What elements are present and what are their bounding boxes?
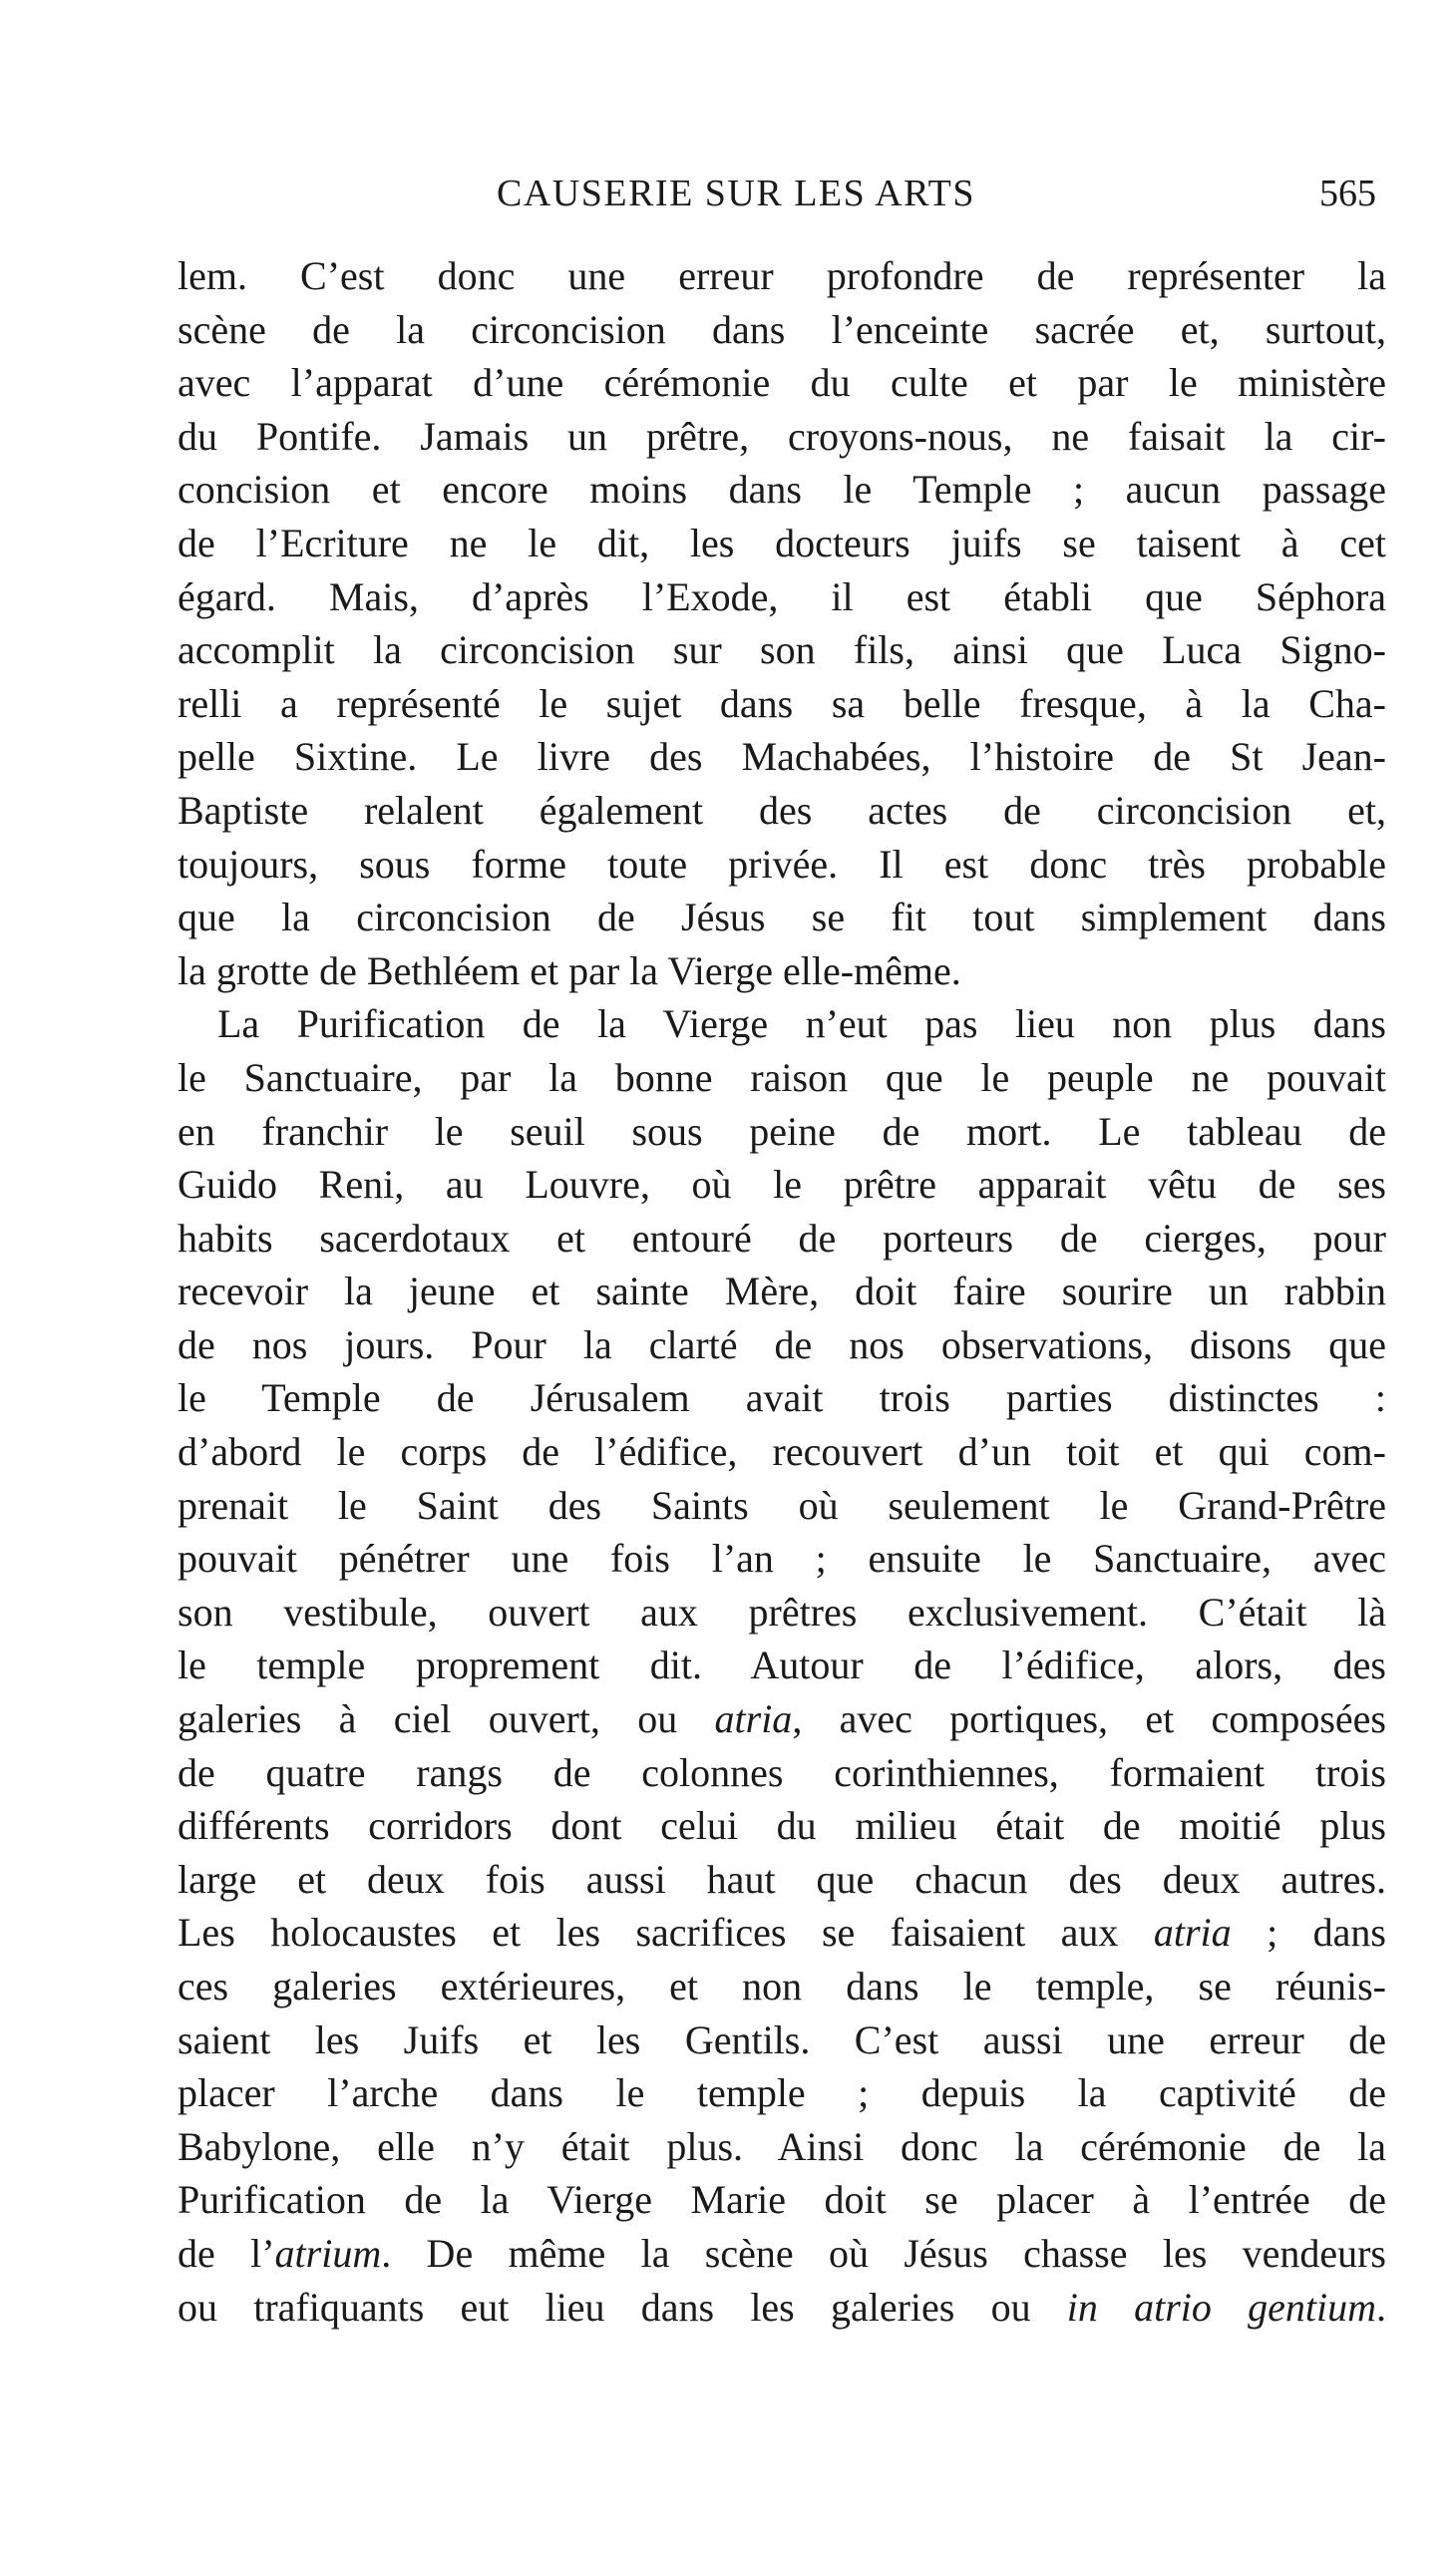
text-line: toujours, sous forme toute privée. Il est donc très probable <box>178 841 1386 887</box>
text-line: Les holocaustes et les sacrifices se faisaient aux atria ; dans <box>178 1910 1386 1956</box>
text-line: de l’Ecriture ne le dit, les docteurs juifs se taisent à cet <box>178 520 1386 565</box>
text-line: en franchir le seuil sous peine de mort. Le tableau de <box>178 1108 1386 1154</box>
text-line: de l’atrium. De même la scène où Jésus chasse les vendeurs <box>178 2230 1387 2276</box>
text-line: recevoir la jeune et sainte Mère, doit faire sourire un rabbin <box>178 1269 1386 1314</box>
text-line: ou trafiquants eut lieu dans les galeries ou in atrio gentium. <box>178 2284 1386 2330</box>
text-line: de quatre rangs de colonnes corinthiennes, formaient trois <box>178 1749 1386 1795</box>
text-line: scène de la circoncision dans l’enceinte sacrée et, surtout, <box>178 306 1386 352</box>
text-line: Guido Reni, au Louvre, où le prêtre apparait vêtu de ses <box>178 1162 1386 1208</box>
text-line: relli a représenté le sujet dans sa belle fresque, à la Cha- <box>178 680 1386 726</box>
paragraph-1 <box>178 249 1386 997</box>
running-head <box>178 172 1386 231</box>
text-line: différents corridors dont celui du milieu était de moitié plus <box>178 1803 1386 1849</box>
text-line: lem. C’est donc une erreur profondre de représenter la <box>178 253 1386 298</box>
text-line: large et deux fois aussi haut que chacun des deux autres. <box>178 1856 1386 1902</box>
text-line: d’abord le corps de l’édifice, recouvert d’un toit et qui com- <box>178 1429 1386 1475</box>
running-title: CAUSERIE SUR LES ARTS <box>497 173 976 214</box>
text-line: Purification de la Vierge Marie doit se placer à l’entrée de <box>178 2177 1386 2223</box>
text-line: ces galeries extérieures, et non dans le temple, se réunis- <box>178 1964 1386 2008</box>
body-text <box>178 249 1386 2334</box>
text-line: que la circoncision de Jésus se fit tout simplement dans <box>178 895 1386 940</box>
text-line: Baptiste relalent également des actes de circoncision et, <box>178 787 1386 833</box>
text-line: habits sacerdotaux et entouré de porteurs de cierges, pour <box>178 1215 1386 1261</box>
paragraph-2 <box>178 997 1386 2334</box>
text-line: le temple proprement dit. Autour de l’édifice, alors, des <box>178 1642 1386 1688</box>
text-line: pouvait pénétrer une fois l’an ; ensuite le Sanctuaire, avec <box>178 1536 1386 1582</box>
text-line: son vestibule, ouvert aux prêtres exclusivement. C’était là <box>178 1589 1386 1635</box>
text-line: avec l’apparat d’une cérémonie du culte et par le ministère <box>178 360 1386 406</box>
text-line: galeries à ciel ouvert, ou atria, avec portiques, et composées <box>178 1696 1386 1742</box>
text-line: égard. Mais, d’après l’Exode, il est établi que Séphora <box>178 573 1386 619</box>
text-line: prenait le Saint des Saints où seulement le Grand-Prêtre <box>178 1482 1386 1528</box>
text-line: Babylone, elle n’y était plus. Ainsi donc la cérémonie de la <box>178 2123 1386 2169</box>
text-line: la grotte de Bethléem et par la Vierge elle-même. <box>178 947 961 993</box>
text-line: le Sanctuaire, par la bonne raison que le peuple ne pouvait <box>178 1054 1386 1100</box>
text-line: pelle Sixtine. Le livre des Machabées, l’histoire de St Jean- <box>178 734 1386 780</box>
text-line: le Temple de Jérusalem avait trois parties distinctes : <box>178 1375 1386 1421</box>
text-line: concision et encore moins dans le Temple ; aucun passage <box>178 467 1386 513</box>
text-line: accomplit la circoncision sur son fils, ainsi que Luca Signo- <box>178 627 1386 673</box>
page-number: 565 <box>1319 173 1376 214</box>
text-line: du Pontife. Jamais un prêtre, croyons-nous, ne faisait la cir- <box>178 413 1386 459</box>
text-line: La Purification de la Vierge n’eut pas lieu non plus dans <box>217 1001 1386 1047</box>
text-line: de nos jours. Pour la clarté de nos observations, disons que <box>178 1321 1386 1367</box>
text-line: saient les Juifs et les Gentils. C’est aussi une erreur de <box>178 2016 1386 2062</box>
text-line: placer l’arche dans le temple ; depuis la captivité de <box>178 2070 1386 2116</box>
